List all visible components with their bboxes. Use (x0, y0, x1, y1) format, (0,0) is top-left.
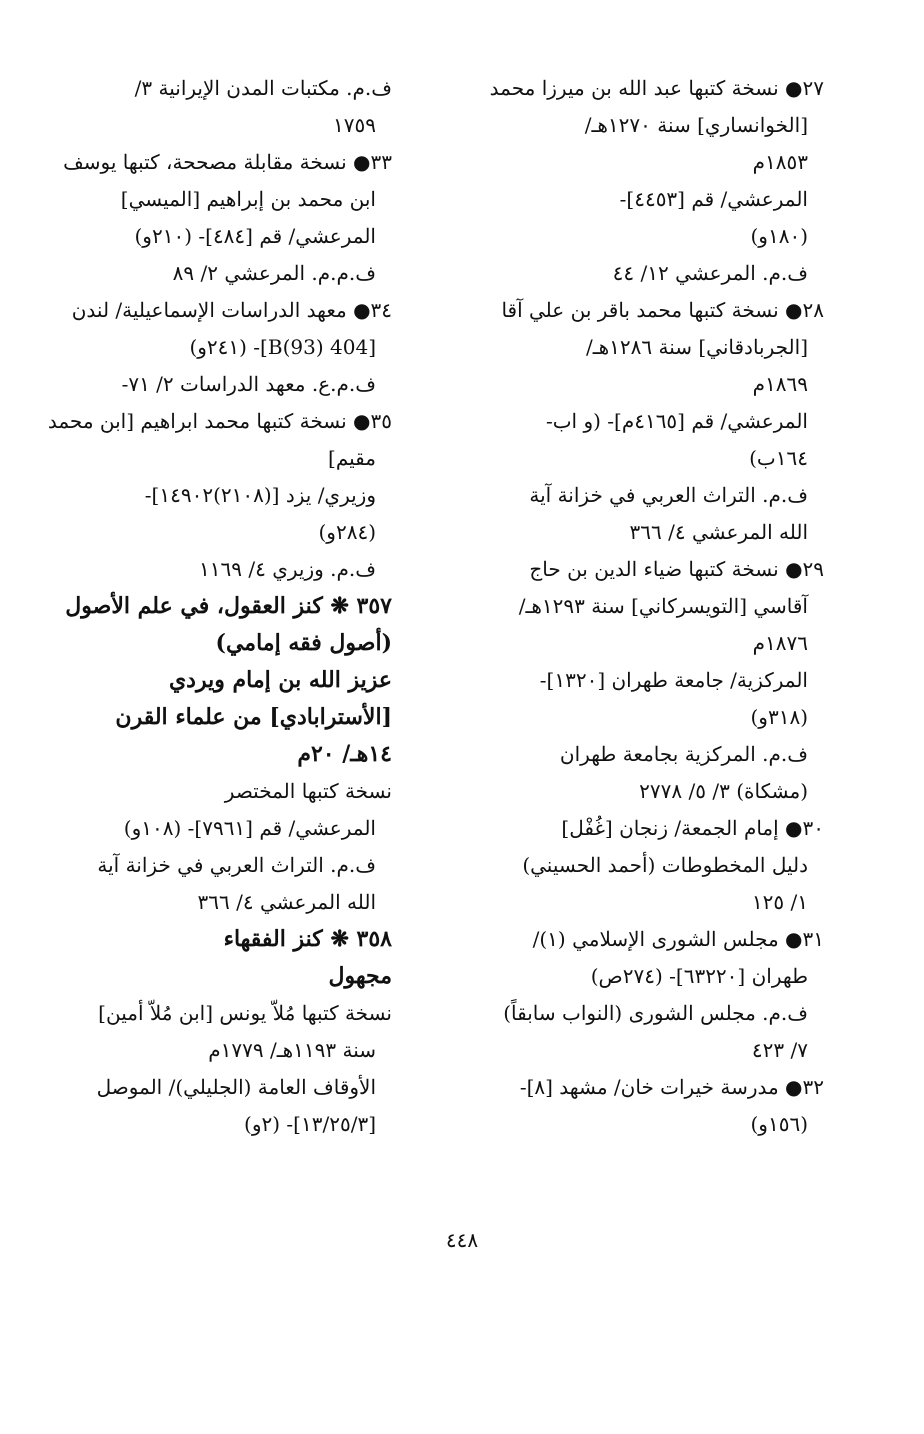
entry-line: (٢٨٤و) (318, 520, 376, 544)
entry-line: ف.م. التراث العربي في خزانة آية (529, 483, 808, 507)
catalog-entry (479, 1069, 824, 1143)
entry-line: ٣٥● نسخة كتبها محمد ابراهيم [ابن محمد (47, 409, 392, 433)
entry-line: ٢٧● نسخة كتبها عبد الله بن ميرزا محمد (489, 76, 824, 100)
entry-line: ١٨٦٩م (752, 372, 808, 396)
entry-line: ف.م. وزيري ٤/ ١١٦٩ (199, 557, 376, 581)
entry-line: مقيم] (328, 446, 376, 470)
entry-line: ٣٥٧ ❋ كنز العقول، في علم الأصول (65, 593, 392, 619)
entry-line: [الأسترابادي] من علماء القرن (115, 704, 392, 730)
entry-line: (أصول فقه إمامي) (215, 630, 392, 656)
entry-line: الله المرعشي ٤/ ٣٦٦ (629, 520, 808, 544)
entry-line: [الخوانساري] سنة ١٢٧٠هـ/ (584, 113, 808, 137)
entry-line: مجهول (328, 963, 392, 989)
entry-line: ٣٣● نسخة مقابلة مصححة، كتبها يوسف (63, 150, 392, 174)
entry-line: المرعشي/ قم [٤٤٥٣]- (619, 187, 808, 211)
entry-line: (١٥٦و) (750, 1112, 808, 1136)
entry-line: آقاسي [التويسركاني] سنة ١٢٩٣هـ/ (518, 594, 808, 618)
entry-line: ٢٨● نسخة كتبها محمد باقر بن علي آقا (501, 298, 824, 322)
entry-line: ف.م. التراث العربي في خزانة آية (97, 853, 376, 877)
entry-line: المرعشي/ قم [٤٨٤]- (٢١٠و) (134, 224, 376, 248)
catalog-entry (63, 144, 392, 292)
catalog-entry (47, 403, 392, 588)
catalog-entry (479, 292, 824, 551)
catalog-entry (479, 921, 824, 1069)
entry-line: نسخة كتبها مُلاّ يونس [ابن مُلاّ أمين] (98, 1001, 392, 1025)
entry-line: [404 B(93)]- (٢٤١و) (189, 335, 376, 359)
entry-line: ف.م.ع. معهد الدراسات ٢/ ٧١- (121, 372, 376, 396)
entry-line: الأوقاف العامة (الجليلي)/ الموصل (96, 1075, 376, 1099)
entry-line: ف.م.م. المرعشي ٢/ ٨٩ (172, 261, 376, 285)
entry-line: دليل المخطوطات (أحمد الحسيني) (522, 853, 808, 877)
right-column (479, 70, 824, 1143)
entry-line: عزيز الله بن إمام ويردي (168, 667, 392, 693)
entry-line: ١٦٤ب) (749, 446, 808, 470)
catalog-entry (479, 551, 824, 810)
entry-heading (65, 588, 392, 773)
entry-line: ف.م. مجلس الشورى (النواب سابقاً) (503, 1001, 808, 1025)
entry-line: ١٧٥٩ (333, 113, 376, 137)
entry-line: الله المرعشي ٤/ ٣٦٦ (197, 890, 376, 914)
entry-line: ١٨٧٦م (752, 631, 808, 655)
entry-line: المرعشي/ قم [٧٩٦١]- (١٠٨و) (123, 816, 376, 840)
entry-line: طهران [٦٣٢٢٠]- (٢٧٤ص) (590, 964, 808, 988)
entry-line: ٣٢● مدرسة خيرات خان/ مشهد [٨]- (519, 1075, 824, 1099)
page-number: ٤٤٨ (445, 1228, 479, 1252)
entry-line: المركزية/ جامعة طهران [١٣٢٠]- (539, 668, 808, 692)
entry-line: ٣٥٨ ❋ كنز الفقهاء (223, 926, 392, 952)
entry-line: ٣٠● إمام الجمعة/ زنجان [غُفْل] (561, 816, 824, 840)
entry-line: ف.م. مكتبات المدن الإيرانية ٣/ (134, 76, 392, 100)
entry-line: المرعشي/ قم [٤١٦٥م]- (و اب- (545, 409, 808, 433)
entry-line: نسخة كتبها المختصر (224, 779, 392, 803)
entry-line: (٣١٨و) (750, 705, 808, 729)
catalog-entry (92, 995, 392, 1143)
entry-line: ٣١● مجلس الشورى الإسلامي (١)/ (532, 927, 824, 951)
entry-line: ٢٩● نسخة كتبها ضياء الدين بن حاج (529, 557, 824, 581)
entry-line: سنة ١١٩٣هـ/ ١٧٧٩م (208, 1038, 376, 1062)
entry-line: ٧/ ٤٢٣ (751, 1038, 808, 1062)
entry-heading (92, 921, 392, 995)
entry-line: ١/ ١٢٥ (751, 890, 808, 914)
entry-line: ف.م. المرعشي ١٢/ ٤٤ (612, 261, 808, 285)
catalog-entry (92, 773, 392, 921)
entry-line: [١٣/٢٥/٣]- (٢و) (244, 1112, 376, 1136)
catalog-entry (92, 70, 392, 144)
catalog-entry (479, 810, 824, 921)
entry-line: ١٨٥٣م (752, 150, 808, 174)
catalog-entry (71, 292, 392, 403)
entry-line: (مشكاة) ٣/ ٥/ ٢٧٧٨ (639, 779, 808, 803)
catalog-entry (479, 70, 824, 292)
entry-line: [الجربادقاني] سنة ١٢٨٦هـ/ (585, 335, 808, 359)
entry-line: ١٤هـ/ ٢٠م (297, 741, 392, 767)
entry-line: وزيري/ يزد [(٢١٠٨)١٤٩٠٢]- (144, 483, 376, 507)
left-column (47, 70, 392, 1143)
entry-line: (١٨٠و) (750, 224, 808, 248)
entry-line: ف.م. المركزية بجامعة طهران (559, 742, 808, 766)
entry-line: ٣٤● معهد الدراسات الإسماعيلية/ لندن (71, 298, 392, 322)
entry-line: ابن محمد بن إبراهيم [الميسي] (120, 187, 376, 211)
